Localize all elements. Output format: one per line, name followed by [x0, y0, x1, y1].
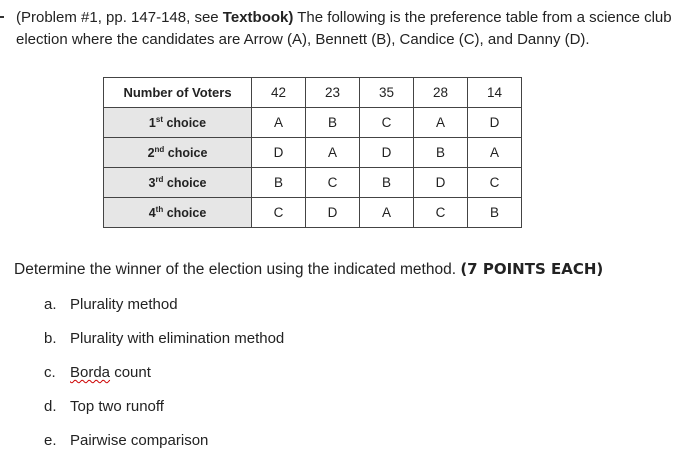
- voters-count: 14: [468, 78, 522, 108]
- voters-count: 35: [360, 78, 414, 108]
- choice-cell: A: [468, 138, 522, 168]
- choice-cell: B: [306, 108, 360, 138]
- preference-table: [103, 77, 522, 228]
- item-letter: e.: [44, 432, 57, 449]
- instruction: [14, 260, 603, 279]
- list-item: [44, 430, 284, 464]
- problem-suffix: The following is the preference table from a science club election where the candidates are Arrow (A), Bennett (B), Candice (C), and Danny (D).: [16, 9, 672, 48]
- item-letter: c.: [44, 364, 56, 381]
- voters-row: [104, 78, 522, 108]
- choice-cell: A: [306, 138, 360, 168]
- choice-row: [104, 198, 522, 228]
- choice-cell: B: [414, 138, 468, 168]
- problem-prefix: (Problem #1, pp. 147-148, see: [16, 9, 223, 26]
- choice-cell: D: [360, 138, 414, 168]
- choice-label: 3rd choice: [104, 168, 252, 198]
- instruction-text: Determine the winner of the election using the indicated method.: [14, 261, 457, 278]
- method-list: [44, 294, 284, 464]
- item-text: Plurality method: [70, 296, 178, 313]
- list-item: [44, 396, 284, 430]
- choice-label: 1st choice: [104, 108, 252, 138]
- spellcheck-word[interactable]: Borda: [70, 364, 111, 381]
- choice-cell: D: [306, 198, 360, 228]
- choice-label: 2nd choice: [104, 138, 252, 168]
- choice-cell: C: [360, 108, 414, 138]
- item-letter: b.: [44, 330, 57, 347]
- number-of-voters-label: Number of Voters: [104, 78, 252, 108]
- choice-cell: B: [360, 168, 414, 198]
- item-text: Plurality with elimination method: [70, 330, 285, 347]
- list-item: [44, 294, 284, 328]
- choice-cell: B: [252, 168, 306, 198]
- choice-row: [104, 108, 522, 138]
- list-item: [44, 362, 284, 396]
- problem-bold: Textbook): [222, 9, 294, 26]
- item-letter: d.: [44, 398, 57, 415]
- choice-label: 4th choice: [104, 198, 252, 228]
- item-text: count: [110, 364, 151, 381]
- choice-cell: D: [252, 138, 306, 168]
- choice-cell: C: [414, 198, 468, 228]
- list-bullet: [0, 16, 4, 18]
- item-text: Top two runoff: [70, 398, 164, 415]
- choice-cell: A: [414, 108, 468, 138]
- choice-row: [104, 138, 522, 168]
- choice-cell: C: [306, 168, 360, 198]
- voters-count: 28: [414, 78, 468, 108]
- problem-statement: [16, 7, 676, 51]
- choice-cell: C: [252, 198, 306, 228]
- voters-count: 23: [306, 78, 360, 108]
- voters-count: 42: [252, 78, 306, 108]
- points-label: (7 POINTS EACH): [460, 260, 604, 278]
- item-letter: a.: [44, 296, 57, 313]
- choice-cell: A: [252, 108, 306, 138]
- choice-cell: A: [360, 198, 414, 228]
- choice-cell: C: [468, 168, 522, 198]
- choice-row: [104, 168, 522, 198]
- list-item: [44, 328, 284, 362]
- item-text: Pairwise comparison: [70, 432, 209, 449]
- choice-cell: D: [468, 108, 522, 138]
- choice-cell: B: [468, 198, 522, 228]
- choice-cell: D: [414, 168, 468, 198]
